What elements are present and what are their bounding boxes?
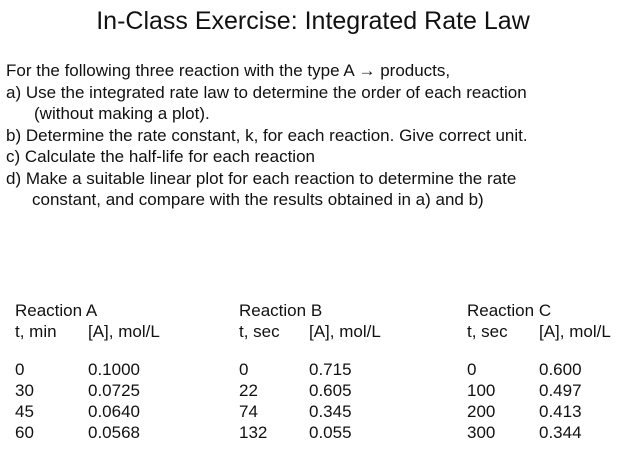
concentration-cell: 0.600	[539, 360, 582, 379]
table-row	[467, 359, 626, 380]
time-cell: 100	[467, 381, 496, 400]
table-header	[239, 321, 409, 342]
time-column-header: t, sec	[467, 322, 508, 341]
concentration-cell: 0.497	[539, 381, 582, 400]
time-cell: 22	[239, 381, 258, 400]
table-row	[467, 401, 626, 422]
time-column-header: t, sec	[239, 322, 280, 341]
table-row	[239, 422, 409, 443]
reaction-name: Reaction A	[15, 301, 98, 320]
table-header	[15, 321, 188, 342]
concentration-cell: 0.0640	[88, 402, 140, 421]
table-row	[239, 401, 409, 422]
time-cell: 300	[467, 423, 496, 442]
instruction-b: b) Determine the rate constant, k, for each reaction. Give correct unit.	[6, 125, 528, 145]
time-cell: 0	[15, 360, 25, 379]
table-header	[467, 321, 626, 342]
table-row	[15, 422, 188, 443]
concentration-column-header: [A], mol/L	[88, 322, 160, 341]
instruction-d-continued: constant, and compare with the results obtained in a) and b)	[32, 190, 484, 209]
concentration-column-header: [A], mol/L	[539, 322, 611, 341]
time-cell: 60	[15, 423, 34, 442]
time-cell: 30	[15, 381, 34, 400]
concentration-column-header: [A], mol/L	[309, 322, 381, 341]
time-cell: 132	[239, 423, 268, 442]
time-cell: 45	[15, 402, 34, 421]
time-cell: 0	[467, 360, 477, 379]
instruction-a: a) Use the integrated rate law to determine the order of each reaction	[6, 82, 527, 102]
reaction-name: Reaction C	[467, 301, 552, 320]
concentration-cell: 0.715	[309, 360, 352, 379]
table-row	[467, 422, 626, 443]
page-title: In-Class Exercise: Integrated Rate Law	[96, 7, 530, 35]
concentration-cell: 0.605	[309, 381, 352, 400]
concentration-cell: 0.055	[309, 423, 352, 442]
reaction-c-table	[467, 300, 626, 443]
instruction-a-continued: (without making a plot).	[34, 104, 210, 123]
concentration-cell: 0.413	[539, 402, 582, 421]
table-row	[15, 401, 188, 422]
time-cell: 74	[239, 402, 258, 421]
instructions-intro: For the following three reaction with the type A → products,	[6, 61, 451, 80]
instruction-c: c) Calculate the half-life for each reaction	[6, 147, 315, 166]
concentration-cell: 0.345	[309, 402, 352, 421]
instruction-d: d) Make a suitable linear plot for each reaction to determine the rate	[6, 168, 517, 188]
time-column-header: t, min	[15, 322, 57, 341]
table-row	[15, 359, 188, 380]
table-row	[239, 359, 409, 380]
reaction-name: Reaction B	[239, 301, 323, 320]
reaction-a-table	[15, 300, 188, 443]
table-row	[15, 380, 188, 401]
reaction-b-table	[239, 300, 409, 443]
concentration-cell: 0.344	[539, 423, 582, 442]
table-row	[467, 380, 626, 401]
concentration-cell: 0.1000	[88, 360, 140, 379]
concentration-cell: 0.0568	[88, 423, 140, 442]
time-cell: 0	[239, 360, 249, 379]
time-cell: 200	[467, 402, 496, 421]
table-row	[239, 380, 409, 401]
instructions	[6, 60, 620, 211]
concentration-cell: 0.0725	[88, 381, 140, 400]
